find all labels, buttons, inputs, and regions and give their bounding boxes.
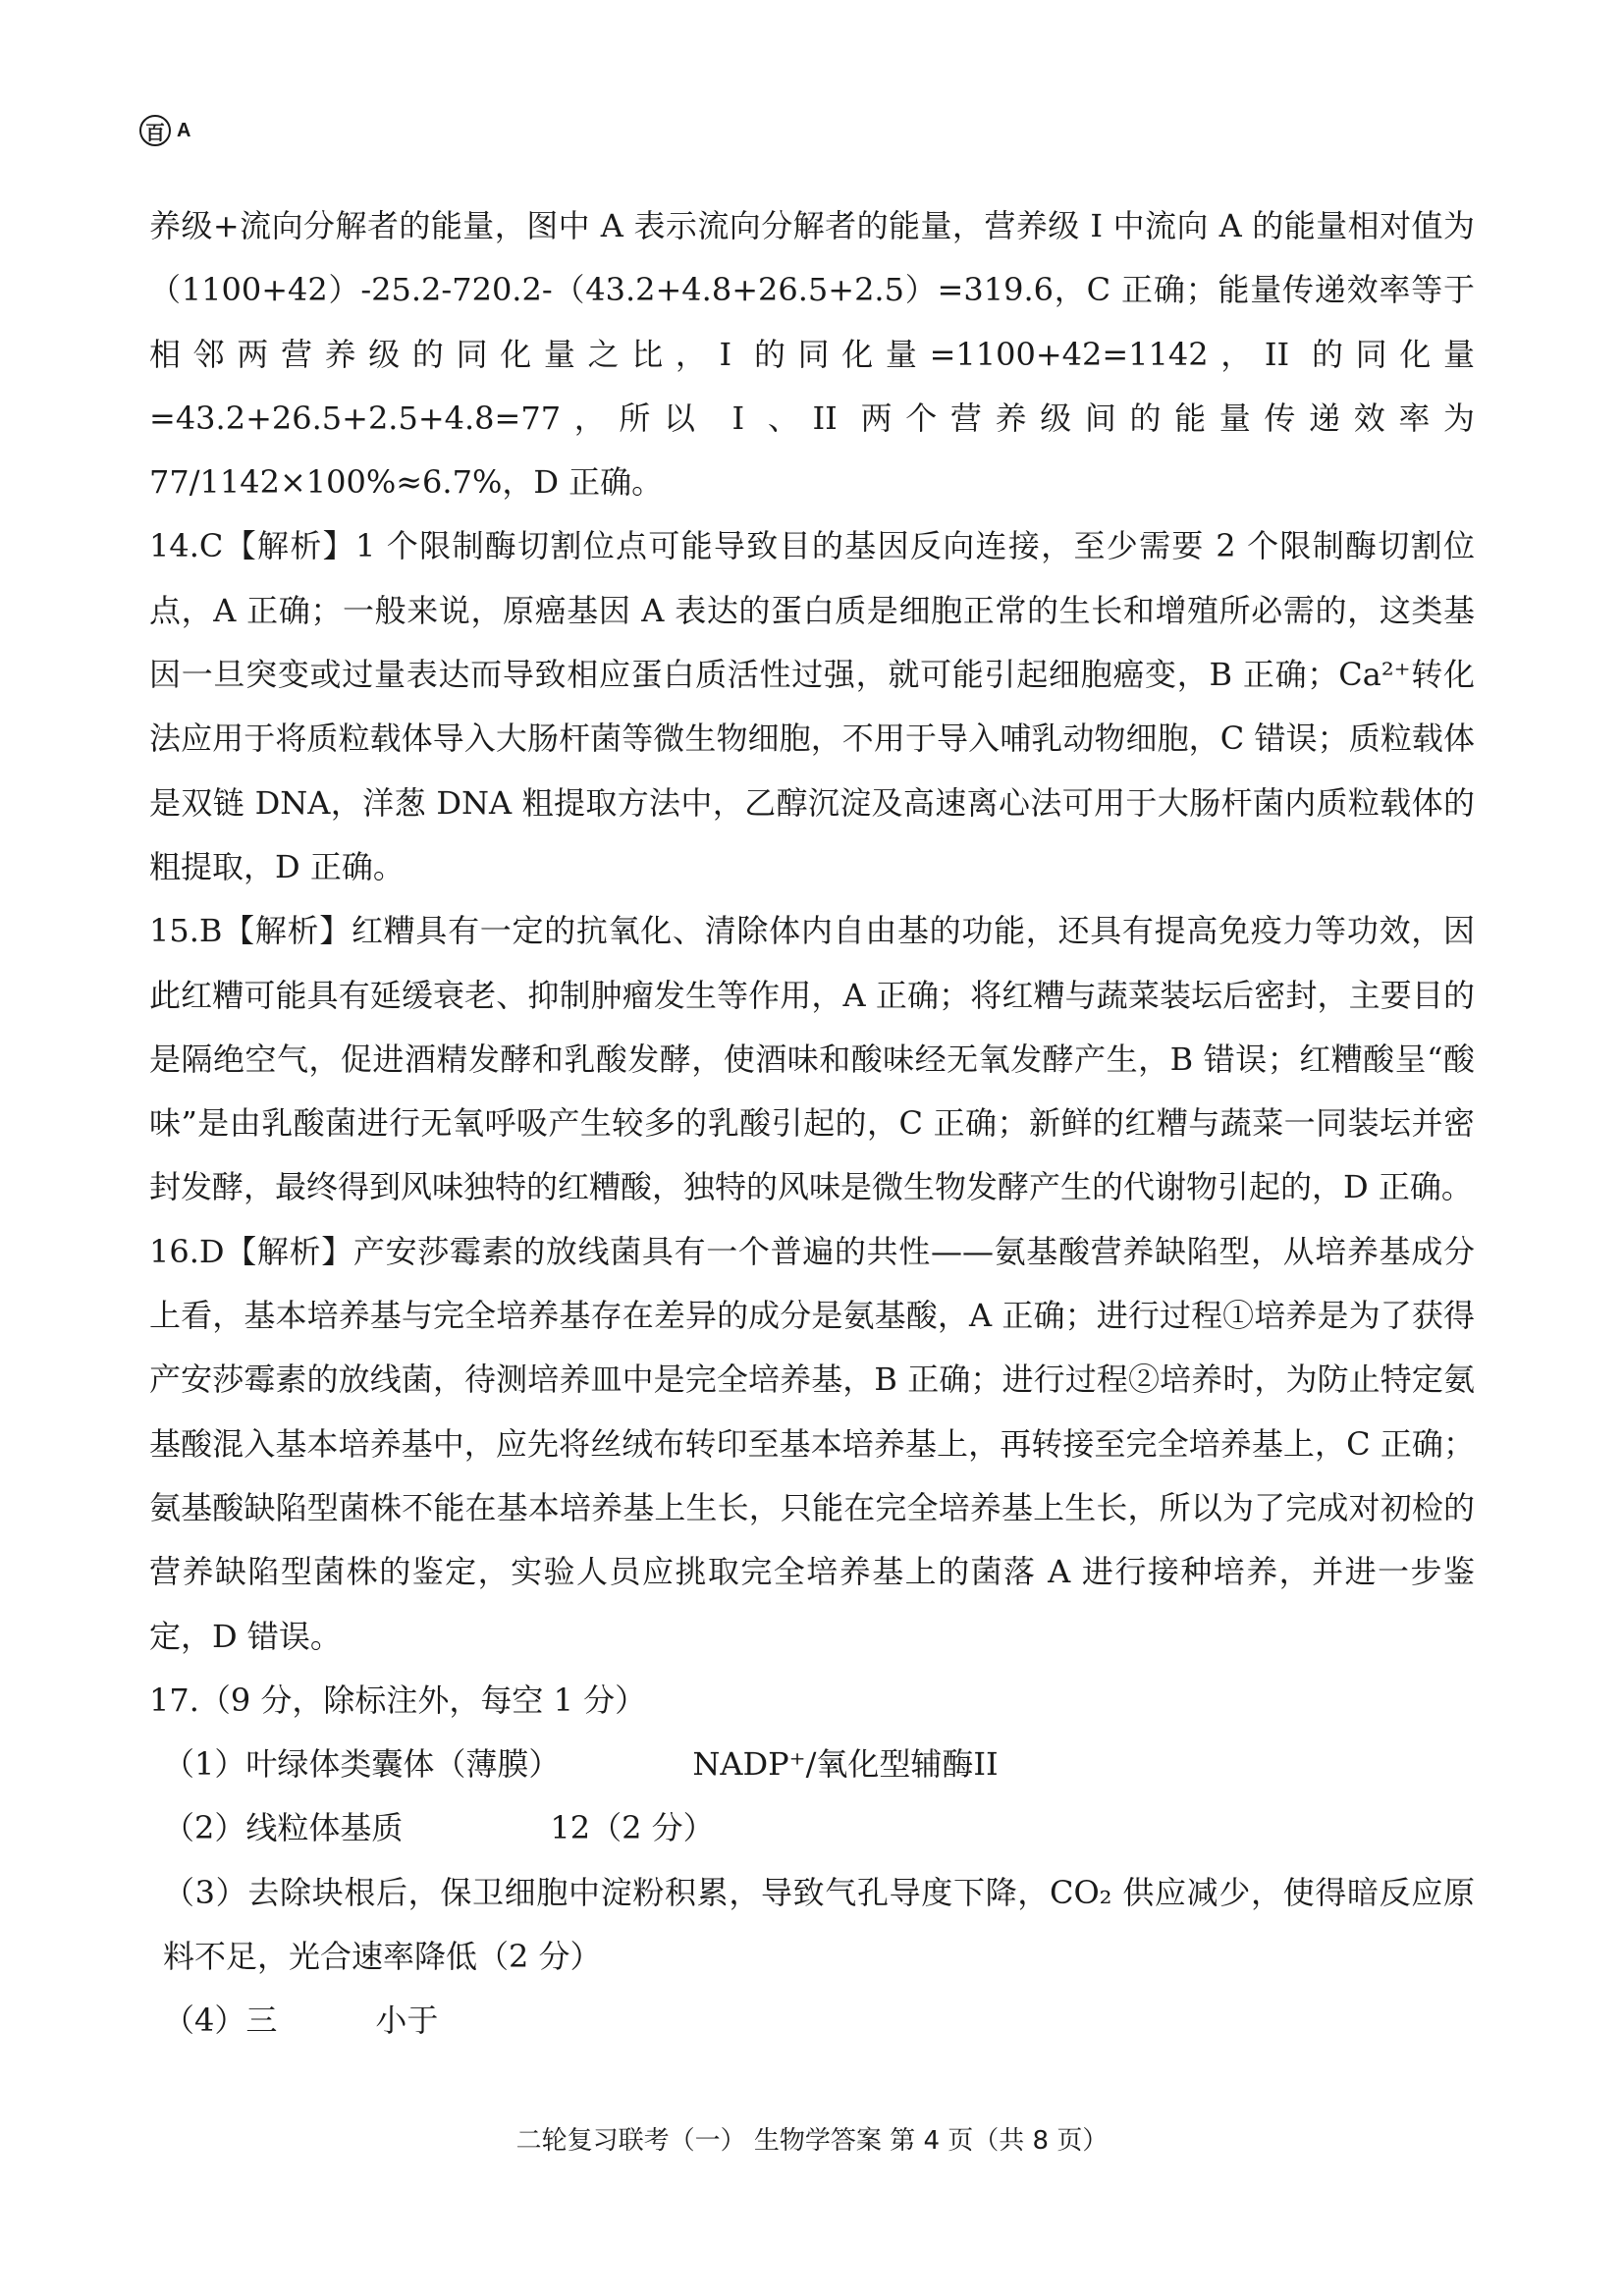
answer-part-a: 叶绿体类囊体（薄膜） [245,1745,561,1784]
answer-4 [149,1989,1475,2053]
paragraph-17-heading: 17.（9 分，除标注外，每空 1 分） [149,1681,647,1719]
brand-letter: A [177,119,191,141]
answer-3 [149,1861,1475,1990]
answer-content [149,194,1475,2054]
brand-logo [139,115,190,146]
answer-2 [149,1796,1475,1860]
answer-number: （4） [163,2002,246,2040]
answer-part-b: 小于 [375,2002,439,2040]
paragraph-15: 15.B【解析】红糟具有一定的抗氧化、清除体内自由基的功能，还具有提高免疫力等功效，因此红糟可能具有延缓衰老、抑制肿瘤发生等作用，A 正确；将红糟与蔬菜装坛后密封，主要目的是隔绝空气，促进酒精发酵和乳酸发酵，使酒味和酸味经无氧发酵产生，B 错误；红糟酸呈“酸味”是由乳酸菌进行无氧呼吸产生较多的乳酸引起的，C 正确；新鲜的红糟与蔬菜一同装坛并密封发酵，最终得到风味独特的红糟酸，独特的风味是微生物发酵产生的代谢物引起的，D 正确。 [149,912,1475,1206]
answer-number: （3） [163,1873,248,1911]
answer-1 [149,1733,1475,1796]
page-footer: 二轮复习联考（一） 生物学答案 第 4 页（共 8 页） [515,2126,1109,2156]
answer-part-a: 线粒体基质 [245,1809,404,1847]
answer-part-b: 12（2 分） [550,1809,715,1847]
answer-part-a: 去除块根后，保卫细胞中淀粉积累，导致气孔导度下降，CO₂ 供应减少，使得暗反应原料不足，光合速率降低（2 分） [163,1873,1475,1976]
paragraph-13-cont: 养级+流向分解者的能量，图中 A 表示流向分解者的能量，营养级 I 中流向 A 的能量相对值为（1100+42）-25.2-720.2-（43.2+4.8+26.5+2.5）=319.6，C 正确；能量传递效率等于相邻两营养级的同化量之比，I 的同化量=1100+42=1142，II 的同化量=43.2+26.5+2.5+4.8=77，所以 I 、II 两个营养级间的能量传递效率为 77/1142×100%≈6.7%，D 正确。 [149,207,1475,502]
answer-number: （2） [163,1809,246,1847]
answer-part-a: 三 [245,2002,278,2040]
brand-mark-icon: 百 [139,115,171,146]
answer-number: （1） [163,1745,246,1784]
paragraph-16: 16.D【解析】产安莎霉素的放线菌具有一个普遍的共性——氨基酸营养缺陷型，从培养基成分上看，基本培养基与完全培养基存在差异的成分是氨基酸，A 正确；进行过程①培养是为了获得产安莎霉素的放线菌，待测培养皿中是完全培养基，B 正确；进行过程②培养时，为防止特定氨基酸混入基本培养基中，应先将丝绒布转印至基本培养基上，再转接至完全培养基上，C 正确；氨基酸缺陷型菌株不能在基本培养基上生长，只能在完全培养基上生长，所以为了完成对初检的营养缺陷型菌株的鉴定，实验人员应挑取完全培养基上的菌落 A 进行接种培养，并进一步鉴定，D 错误。 [149,1232,1475,1655]
paragraph-14: 14.C【解析】1 个限制酶切割位点可能导致目的基因反向连接，至少需要 2 个限制酶切割位点，A 正确；一般来说，原癌基因 A 表达的蛋白质是细胞正常的生长和增殖所必需的，这类基因一旦突变或过量表达而导致相应蛋白质活性过强，就可能引起细胞癌变，B 正确；Ca²⁺转化法应用于将质粒载体导入大肠杆菌等微生物细胞，不用于导入哺乳动物细胞，C 错误；质粒载体是双链 DNA，洋葱 DNA 粗提取方法中，乙醇沉淀及高速离心法可用于大肠杆菌内质粒载体的粗提取，D 正确。 [149,527,1475,885]
answer-part-b: NADP⁺/氧化型辅酶II [692,1745,999,1784]
